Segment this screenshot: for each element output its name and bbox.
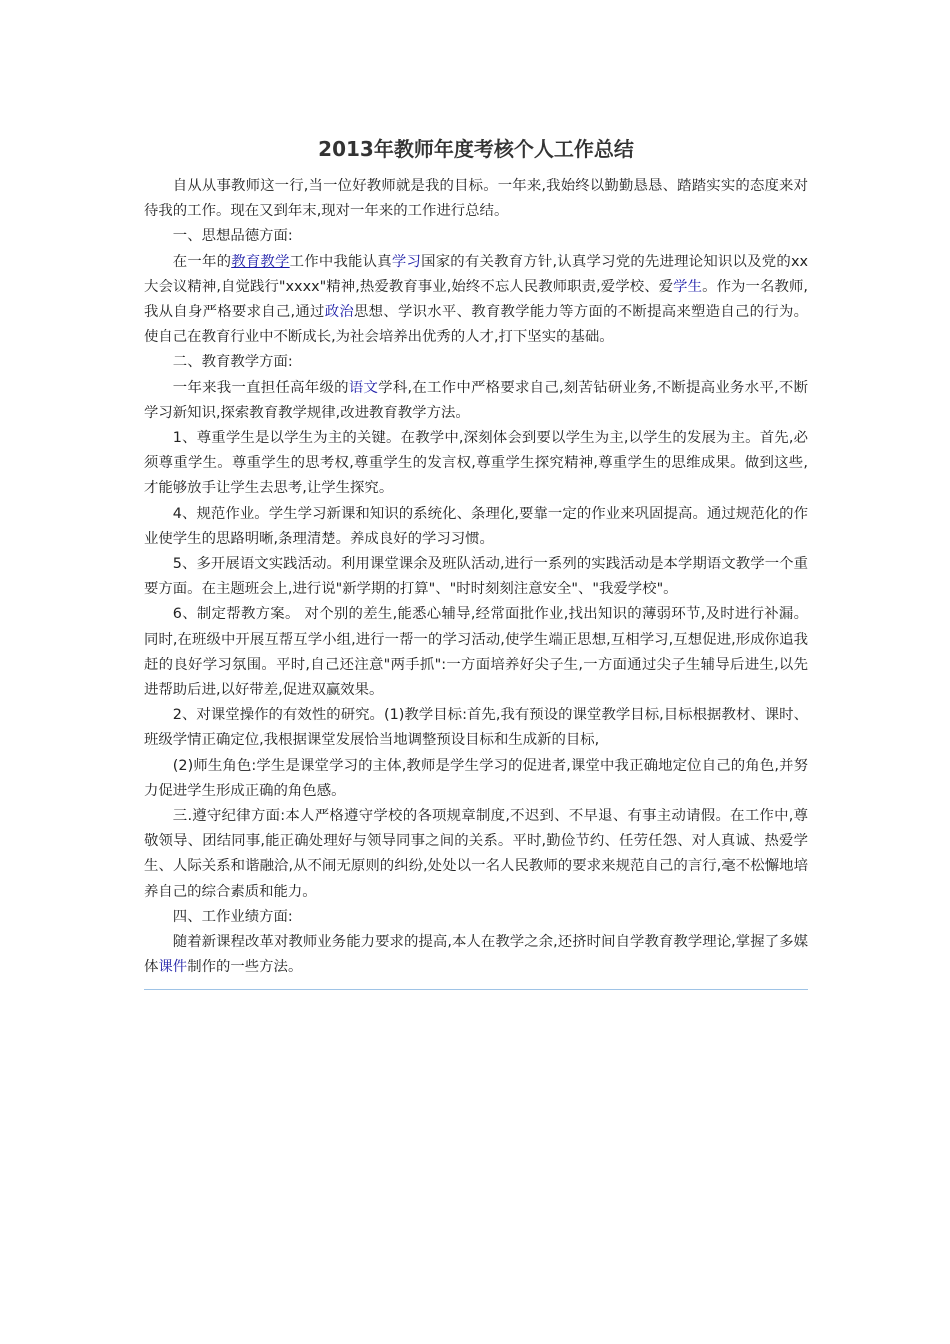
text-segment: 在一年的 <box>172 253 232 270</box>
paragraph-item-roles: (2)师生角色:学生是课堂学习的主体,教师是学生学习的促进者,课堂中我正确地定位自己的角色,并努力促进学生形成正确的角色感。 <box>144 757 808 799</box>
paragraph-teaching <box>144 376 808 426</box>
paragraph-item-respect: 1、尊重学生是以学生为主的关键。在教学中,深刻体会到要以学生为主,以学生的发展为主。首先,必须尊重学生。尊重学生的思考权,尊重学生的发言权,尊重学生探究精神,尊重学生的思维成果。做到这些,才能够放手让学生去思考,让学生探究。 <box>144 430 808 497</box>
link-students[interactable]: 学生 <box>673 278 703 295</box>
paragraph-item-homework: 4、规范作业。学生学习新课和知识的系统化、条理化,要靠一定的作业来巩固提高。通过规范化的作业使学生的思路明晰,条理清楚。养成良好的学习习惯。 <box>144 505 808 547</box>
link-courseware[interactable]: 课件 <box>158 959 188 976</box>
text-segment: 随着新课程改革对教师业务能力要求的提高,本人在教学之余,还挤时间自学教育教学理论,掌握了多媒体 <box>144 934 808 976</box>
text-segment: 。作为一名教师,我从自身严格要求自己,通过 <box>144 278 808 321</box>
paragraph-performance <box>144 930 808 980</box>
section-heading-teaching: 二、教育教学方面: <box>172 354 293 371</box>
link-politics[interactable]: 政治 <box>324 304 354 321</box>
text-segment: 制作的一些方法。 <box>187 959 303 976</box>
paragraph-ideology <box>144 250 808 351</box>
section-heading-ideology: 一、思想品德方面: <box>172 228 293 245</box>
document-title: 2013年教师年度考核个人工作总结 <box>318 137 634 161</box>
link-education-teaching[interactable]: 教育教学 <box>231 253 290 270</box>
link-study[interactable]: 学习 <box>391 253 422 270</box>
section-heading-performance: 四、工作业绩方面: <box>172 908 293 925</box>
text-segment: 一年来我一直担任高年级的 <box>172 379 349 396</box>
paragraph-discipline: 三.遵守纪律方面:本人严格遵守学校的各项规章制度,不迟到、不早退、有事主动请假。在工作中,尊敬领导、团结同事,能正确处理好与领导同事之间的关系。平时,勤俭节约、任劳任怨、对人真诚、热爱学生、人际关系和谐融洽,从不闹无原则的纠纷,处处以一名人民教师的要求来规范自己的言行,毫不松懈地培养自己的综合素质和能力。 <box>144 808 808 900</box>
paragraph-intro: 自从从事教师这一行,当一位好教师就是我的目标。一年来,我始终以勤勤恳恳、踏踏实实的态度来对待我的工作。现在又到年末,现对一年来的工作进行总结。 <box>144 178 808 220</box>
paragraph-item-classroom: 2、对课堂操作的有效性的研究。(1)教学目标:首先,我有预设的课堂教学目标,目标根据教材、课时、班级学情正确定位,我根据课堂发展恰当地调整预设目标和生成新的目标, <box>144 707 808 749</box>
text-segment: 思想、学识水平、教育教学能力等方面的不断提高来塑造自己的行为。使自己在教育行业中不断成长,为社会培养出优秀的人才,打下坚实的基础。 <box>144 304 808 346</box>
text-segment: 国家的有关教育方针,认真学习党的先进理论知识以及党的xx大会议精神,自觉践行"xxxx"精神,热爱教育事业,始终不忘人民教师职责,爱学校、爱 <box>144 253 808 295</box>
paragraph-item-tutoring: 6、制定帮教方案。 对个别的差生,能悉心辅导,经常面批作业,找出知识的薄弱环节,及时进行补漏。同时,在班级中开展互帮互学小组,进行一帮一的学习活动,使学生端正思想,互相学习,互想促进,形成你追我赶的良好学习氛围。平时,自己还注意"两手抓":一方面培养好尖子生,一方面通过尖子生辅导后进生,以先进帮助后进,以好带差,促进双赢效果。 <box>144 606 808 699</box>
document-page <box>144 134 808 990</box>
text-segment: 学科,在工作中严格要求自己,刻苦钻研业务,不断提高业务水平,不断学习新知识,探索教育教学规律,改进教育教学方法。 <box>144 379 808 421</box>
link-chinese[interactable]: 语文 <box>348 379 379 396</box>
bottom-divider <box>144 989 808 990</box>
text-segment: 工作中我能认真 <box>289 253 392 270</box>
paragraph-item-practice: 5、多开展语文实践活动。利用课堂课余及班队活动,进行一系列的实践活动是本学期语文教学一个重要方面。在主题班会上,进行说"新学期的打算"、"时时刻刻注意安全"、"我爱学校"。 <box>144 556 808 598</box>
